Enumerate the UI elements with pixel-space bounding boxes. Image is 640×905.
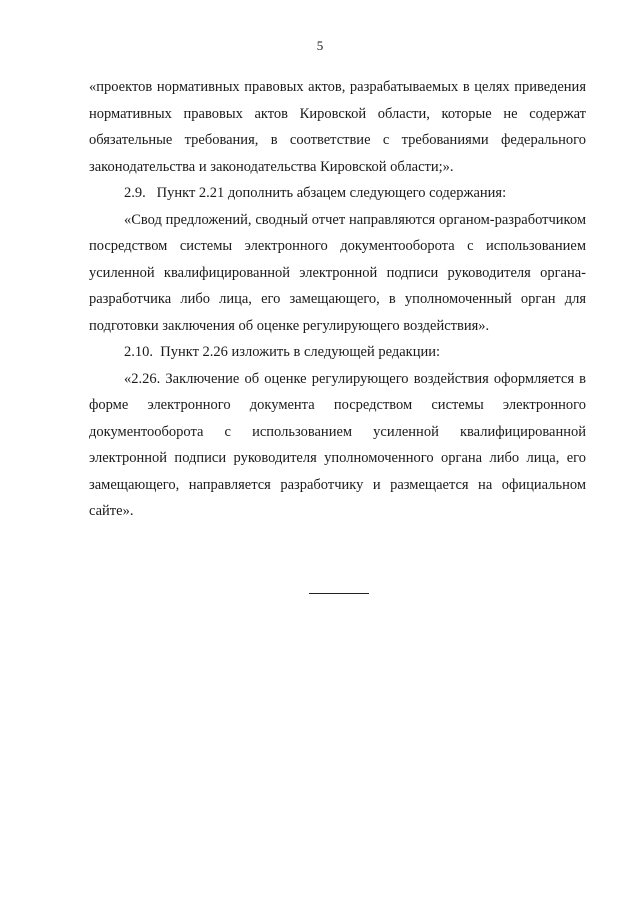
- paragraph-item-2-10-text: «2.26. Заключение об оценке регулирующего воздействия оформляется в форме электронного документа посредством системы электронного документооборота с использованием усиленной квалифицированной электронной подписи руководителя уполномоченного органа либо лица, его замещающего, направляется разработчику и размещается на официальном сайте».: [89, 370, 586, 519]
- page-number: 5: [316, 38, 324, 53]
- end-separator-line: [309, 593, 369, 594]
- paragraph-item-2-10: 2.10. Пункт 2.26 изложить в следующей редакции:: [124, 344, 441, 360]
- paragraph-quoted-continuation: «проектов нормативных правовых актов, разрабатываемых в целях приведения нормативных правовых актов Кировской области, которые не содержат обязательные требования, в соответствие с требованиями федерального законодательства и законодательства Кировской области;».: [89, 79, 586, 175]
- paragraph-item-2-9-text: «Свод предложений, сводный отчет направляются органом-разработчиком посредством системы электронного документооборота с использованием усиленной квалифицированной электронной подписи руководителя органа-разработчика либо лица, его замещающего, в уполномоченный орган для подготовки заключения об оценке регулирующего воздействия».: [89, 211, 586, 334]
- paragraph-item-2-9: 2.9. Пункт 2.21 дополнить абзацем следующего содержания:: [124, 185, 507, 201]
- document-body: [89, 74, 586, 525]
